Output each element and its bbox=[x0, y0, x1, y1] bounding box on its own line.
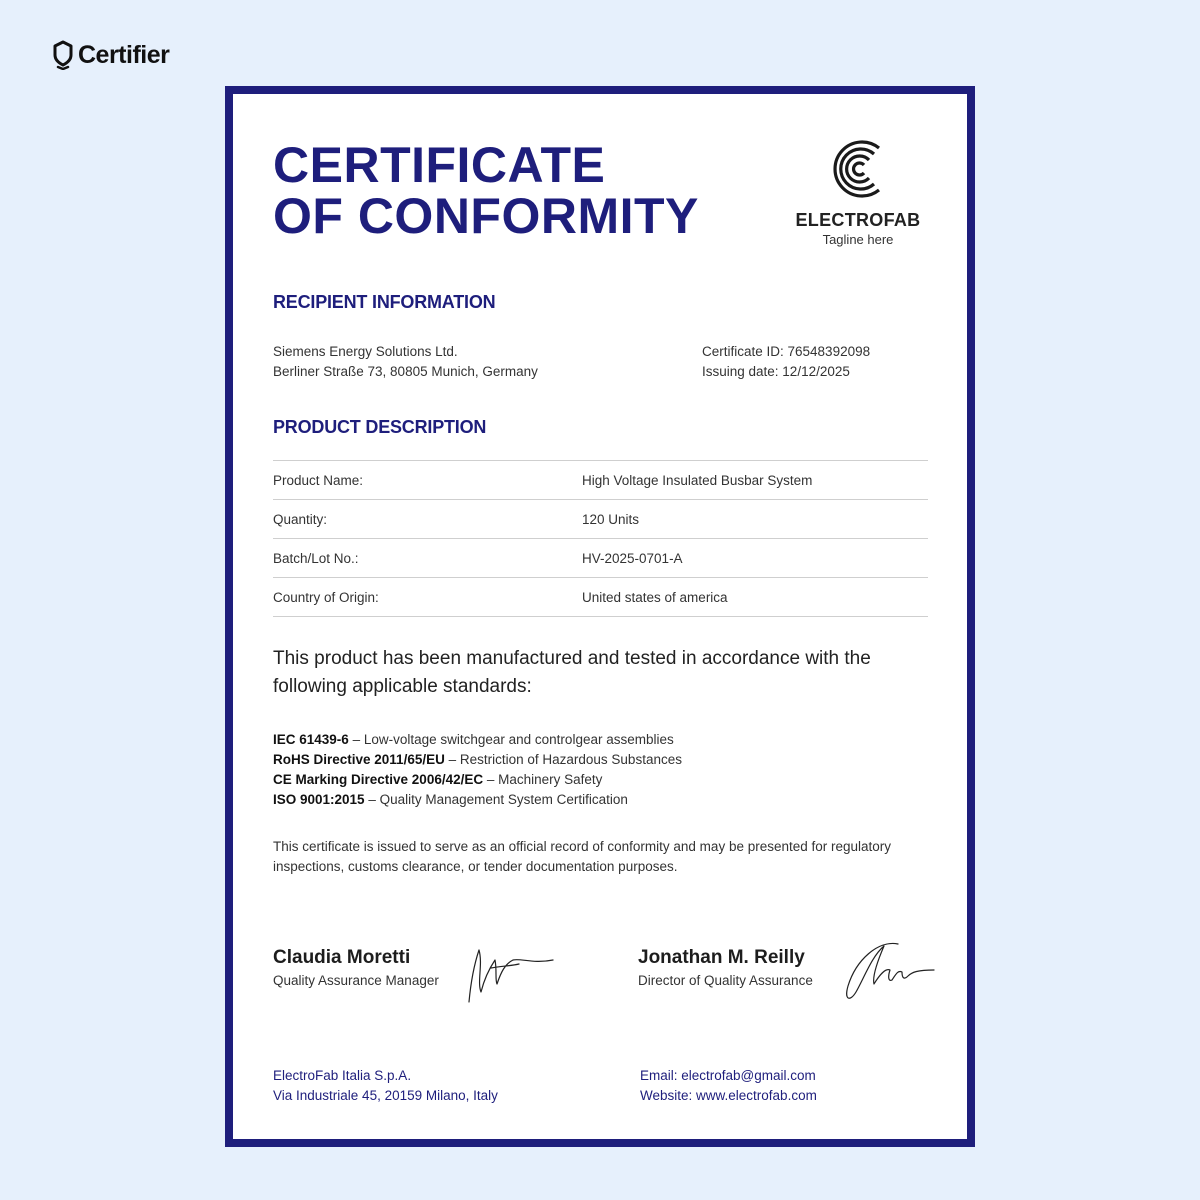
signer-2 bbox=[638, 947, 813, 988]
company-logo-name: ELECTROFAB bbox=[795, 210, 921, 230]
product-label: Product Name: bbox=[273, 472, 364, 488]
company-logo bbox=[783, 134, 933, 247]
signer-name: Jonathan M. Reilly bbox=[638, 947, 805, 968]
signer-role: Director of Quality Assurance bbox=[638, 973, 813, 988]
standard-description: – Restriction of Hazardous Substances bbox=[444, 752, 682, 767]
footer-contact-info bbox=[640, 1066, 817, 1106]
issuing-date: Issuing date: 12/12/2025 bbox=[702, 364, 850, 379]
product-label: Batch/Lot No.: bbox=[273, 550, 359, 566]
certificate-note: This certificate is issued to serve as an official record of conformity and may be presented for regulatory inspections, customs clearance, or tender documentation purposes. bbox=[273, 839, 892, 874]
footer-website: Website: www.electrofab.com bbox=[640, 1088, 817, 1103]
standard-code: CE Marking Directive 2006/42/EC bbox=[273, 772, 484, 787]
table-row bbox=[273, 500, 928, 539]
recipient-heading: RECIPIENT INFORMATION bbox=[273, 292, 496, 312]
recipient-details bbox=[273, 342, 538, 382]
title-line-1: CERTIFICATE bbox=[273, 137, 606, 193]
company-logo-tagline: Tagline here bbox=[822, 232, 894, 247]
certifier-brand-name: Certifier bbox=[78, 40, 170, 69]
product-label: Country of Origin: bbox=[273, 589, 379, 605]
standard-code: ISO 9001:2015 bbox=[273, 792, 365, 807]
recipient-address: Berliner Straße 73, 80805 Munich, Germany bbox=[273, 364, 538, 379]
certificate-frame bbox=[225, 86, 975, 1147]
signature-1 bbox=[461, 942, 561, 1010]
electrofab-logo-icon bbox=[827, 134, 889, 204]
product-table bbox=[273, 460, 928, 617]
product-value: 120 Units bbox=[582, 511, 640, 527]
standard-description: – Quality Management System Certification bbox=[364, 792, 628, 807]
title-line-2: OF CONFORMITY bbox=[273, 188, 699, 244]
footer-address: Via Industriale 45, 20159 Milano, Italy bbox=[273, 1088, 498, 1103]
signer-role: Quality Assurance Manager bbox=[273, 973, 439, 988]
product-value: High Voltage Insulated Busbar System bbox=[582, 472, 813, 488]
standard-description: – Machinery Safety bbox=[483, 772, 603, 787]
certificate-body bbox=[233, 94, 967, 1139]
footer-email: Email: electrofab@gmail.com bbox=[640, 1068, 816, 1083]
signature-2 bbox=[838, 936, 938, 1008]
standard-code: IEC 61439-6 bbox=[273, 732, 349, 747]
signer-1 bbox=[273, 947, 439, 988]
table-row bbox=[273, 539, 928, 578]
list-item bbox=[273, 790, 682, 810]
certificate-meta bbox=[702, 342, 870, 382]
product-label: Quantity: bbox=[273, 511, 328, 527]
recipient-company: Siemens Energy Solutions Ltd. bbox=[273, 344, 458, 359]
product-value: HV-2025-0701-A bbox=[582, 550, 683, 566]
standard-code: RoHS Directive 2011/65/EU bbox=[273, 752, 445, 767]
conformity-statement: This product has been manufactured and tested in accordance with the following applicable standards: bbox=[273, 648, 871, 697]
product-value: United states of america bbox=[582, 589, 728, 605]
certifier-brand bbox=[52, 40, 169, 70]
list-item bbox=[273, 730, 682, 750]
list-item bbox=[273, 750, 682, 770]
standard-description: – Low-voltage switchgear and controlgear assemblies bbox=[348, 732, 674, 747]
certificate-id: Certificate ID: 76548392098 bbox=[702, 344, 871, 359]
footer-company: ElectroFab Italia S.p.A. bbox=[273, 1068, 412, 1083]
product-heading: PRODUCT DESCRIPTION bbox=[273, 417, 487, 437]
table-row bbox=[273, 578, 928, 617]
certifier-logo-icon bbox=[52, 40, 74, 70]
standards-list bbox=[273, 730, 682, 810]
certificate-title bbox=[273, 137, 699, 244]
footer-company-info bbox=[273, 1066, 498, 1106]
table-row bbox=[273, 461, 928, 500]
signer-name: Claudia Moretti bbox=[273, 947, 411, 968]
list-item bbox=[273, 770, 682, 790]
